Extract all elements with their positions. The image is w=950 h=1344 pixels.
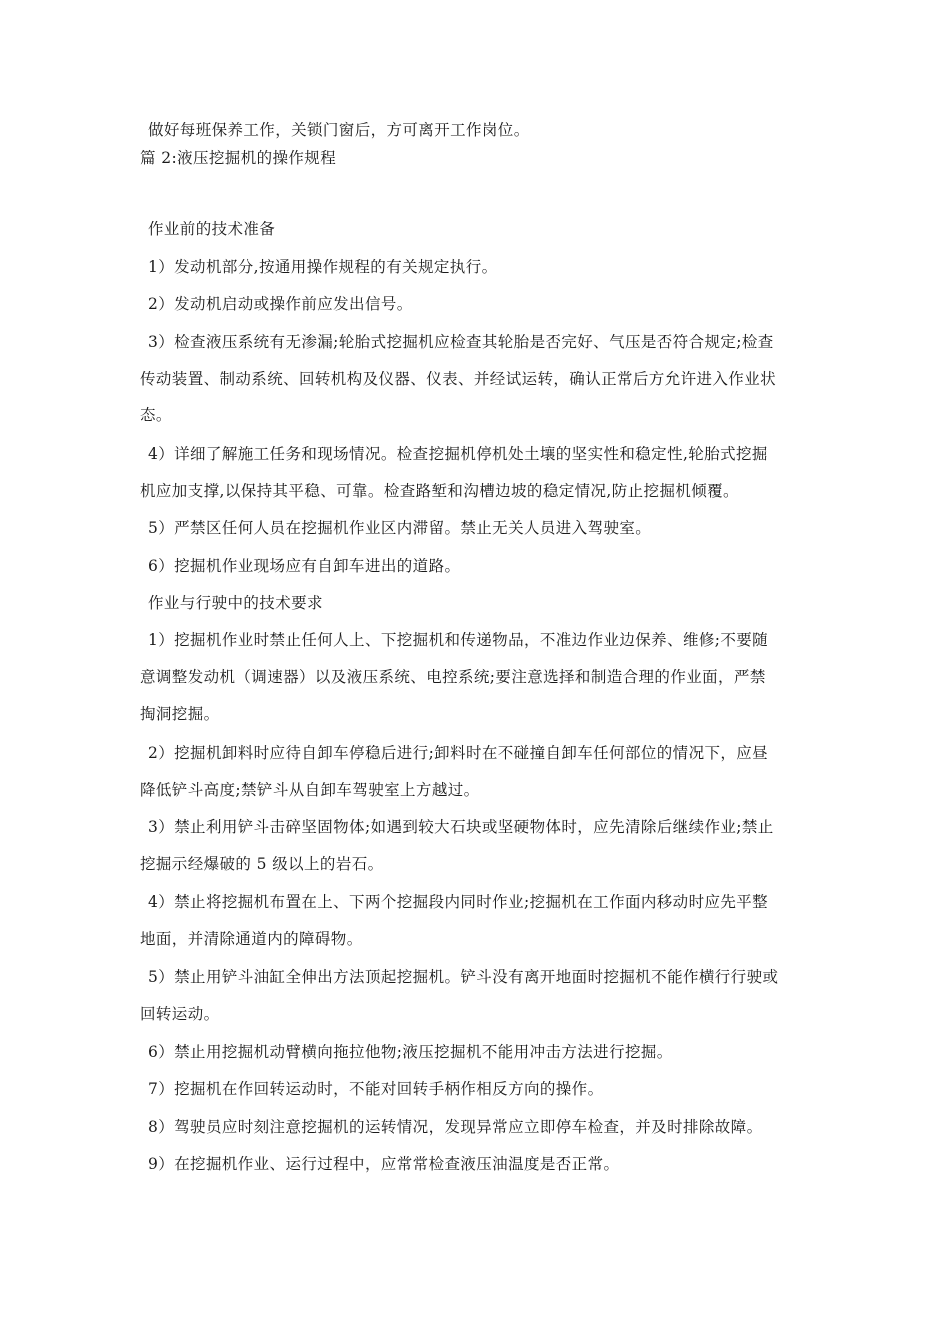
text-line: 3）检查液压系统有无渗漏;轮胎式挖掘机应检查其轮胎是否完好、气压是否符合规定;检查 (148, 333, 774, 351)
section-heading: 篇 2:液压挖掘机的操作规程 (140, 149, 337, 167)
text-line: 6）挖掘机作业现场应有自卸车进出的道路。 (148, 557, 461, 575)
text-line: 意调整发动机（调速器）以及液压系统、电控系统;要注意选择和制造合理的作业面，严禁 (140, 668, 766, 686)
text-line: 态。 (140, 406, 172, 424)
subsection-heading: 作业与行驶中的技术要求 (148, 594, 323, 612)
text-line: 1）挖掘机作业时禁止任何人上、下挖掘机和传递物品，不准边作业边保养、维修;不要随 (148, 631, 769, 649)
text-line: 3）禁止利用铲斗击碎坚固物体;如遇到较大石块或坚硬物体时，应先清除后继续作业;禁止 (148, 818, 774, 836)
text-line: 5）禁止用铲斗油缸全伸出方法顶起挖掘机。铲斗没有离开地面时挖掘机不能作横行行驶或 (148, 968, 779, 986)
text-line: 2）挖掘机卸料时应待自卸车停稳后进行;卸料时在不碰撞自卸车任何部位的情况下，应昼 (148, 744, 769, 762)
text-line: 做好每班保养工作，关锁门窗后，方可离开工作岗位。 (148, 121, 530, 139)
text-line: 机应加支撑,以保持其平稳、可靠。检查路堑和沟槽边坡的稳定情况,防止挖掘机倾覆。 (140, 482, 739, 500)
text-line: 挖掘示经爆破的 5 级以上的岩石。 (140, 855, 384, 873)
text-line: 7）挖掘机在作回转运动时，不能对回转手柄作相反方向的操作。 (148, 1080, 604, 1098)
text-line: 传动装置、制动系统、回转机构及仪器、仪表、并经试运转，确认正常后方允许进入作业状 (140, 370, 777, 388)
text-line: 回转运动。 (140, 1005, 220, 1023)
text-line: 地面，并清除通道内的障碍物。 (140, 930, 363, 948)
text-line: 4）禁止将挖掘机布置在上、下两个挖掘段内同时作业;挖掘机在工作面内移动时应先平整 (148, 893, 769, 911)
subsection-heading: 作业前的技术准备 (148, 220, 276, 238)
text-line: 2）发动机启动或操作前应发出信号。 (148, 295, 413, 313)
text-line: 4）详细了解施工任务和现场情况。检查挖掘机停机处土壤的坚实性和稳定性,轮胎式挖掘 (148, 445, 768, 463)
text-line: 6）禁止用挖掘机动臂横向拖拉他物;液压挖掘机不能用冲击方法进行挖掘。 (148, 1043, 673, 1061)
text-line: 9）在挖掘机作业、运行过程中，应常常检查液压油温度是否正常。 (148, 1155, 620, 1173)
text-line: 降低铲斗高度;禁铲斗从自卸车驾驶室上方越过。 (140, 781, 480, 799)
text-line: 5）严禁区任何人员在挖掘机作业区内滞留。禁止无关人员进入驾驶室。 (148, 519, 652, 537)
text-line: 8）驾驶员应时刻注意挖掘机的运转情况，发现异常应立即停车检查，并及时排除故障。 (148, 1118, 763, 1136)
text-line: 1）发动机部分,按通用操作规程的有关规定执行。 (148, 258, 498, 276)
text-line: 掏洞挖掘。 (140, 705, 220, 723)
